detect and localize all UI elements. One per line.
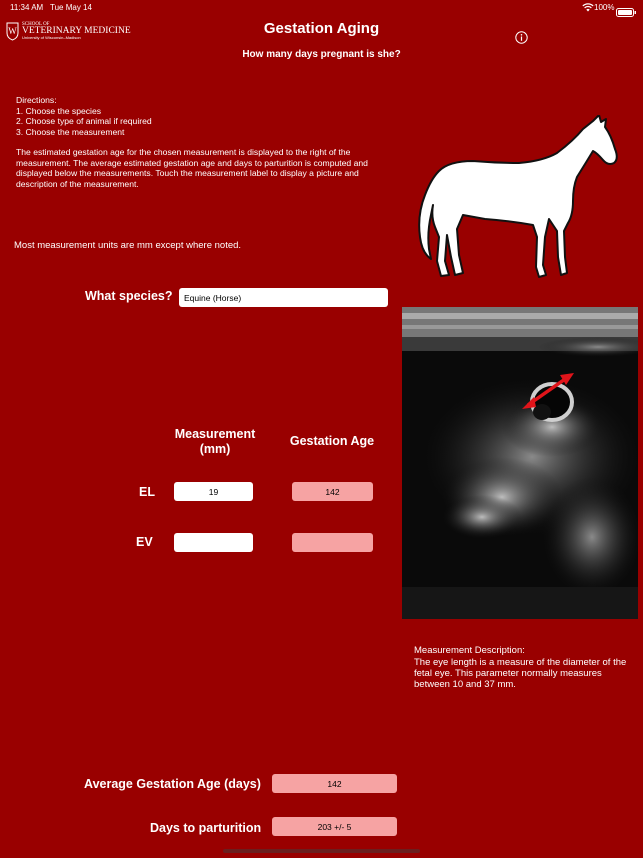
directions-step-3: 3. Choose the measurement xyxy=(16,126,125,137)
wifi-icon xyxy=(582,3,594,11)
page-title: Gestation Aging xyxy=(263,20,380,37)
horse-silhouette-icon xyxy=(415,115,623,283)
page-subtitle: How many days pregnant is she? xyxy=(242,49,401,60)
measurement-input-ev[interactable] xyxy=(174,533,253,552)
average-gestation-value: 142 xyxy=(272,774,397,793)
units-note: Most measurement units are mm except where noted. xyxy=(14,240,242,251)
logo-line2: VETERINARY MEDICINE xyxy=(22,26,131,36)
directions-step-2: 2. Choose type of animal if required xyxy=(16,116,152,126)
gestation-age-header: Gestation Age xyxy=(289,434,375,448)
gestation-age-ev xyxy=(292,533,373,552)
info-icon[interactable] xyxy=(515,31,528,44)
measurement-label-el[interactable]: EL xyxy=(139,485,155,499)
directions-paragraph: The estimated gestation age for the chosen measurement is displayed to the right of the measurement. The average estimated gestation age and days to parturition is computed and displayed below the measurements. Touch the measurement label to display a picture and description of the measurement. xyxy=(16,147,368,189)
measurement-header: Measurement (mm) xyxy=(174,427,256,456)
status-date: Tue May 14 xyxy=(50,3,92,12)
logo-line3: University of Wisconsin–Madison xyxy=(22,35,81,40)
gestation-age-el: 142 xyxy=(292,482,373,501)
species-label: What species? xyxy=(85,289,173,303)
battery-percent: 100% xyxy=(594,3,615,12)
days-to-parturition-label: Days to parturition xyxy=(150,821,262,835)
logo-line1: SCHOOL OF xyxy=(22,22,50,27)
battery-icon xyxy=(616,4,636,13)
svg-text:W: W xyxy=(8,26,17,36)
days-to-parturition-value: 203 +/- 5 xyxy=(272,817,397,836)
ultrasound-image xyxy=(402,307,638,619)
directions-step-1: 1. Choose the species xyxy=(16,105,102,116)
status-time: 11:34 AM xyxy=(10,3,44,12)
description-text: The eye length is a measure of the diameter of the fetal eye. This parameter normally measures between 10 and 37 mm. xyxy=(414,656,627,691)
species-select[interactable]: Equine (Horse) xyxy=(179,288,388,307)
measurement-label-ev[interactable]: EV xyxy=(136,535,153,549)
average-gestation-label: Average Gestation Age (days) xyxy=(84,777,261,791)
measurement-input-el[interactable]: 19 xyxy=(174,482,253,501)
description-heading: Measurement Description: xyxy=(414,645,525,656)
home-indicator[interactable] xyxy=(223,849,420,853)
directions-heading: Directions: xyxy=(16,95,57,105)
